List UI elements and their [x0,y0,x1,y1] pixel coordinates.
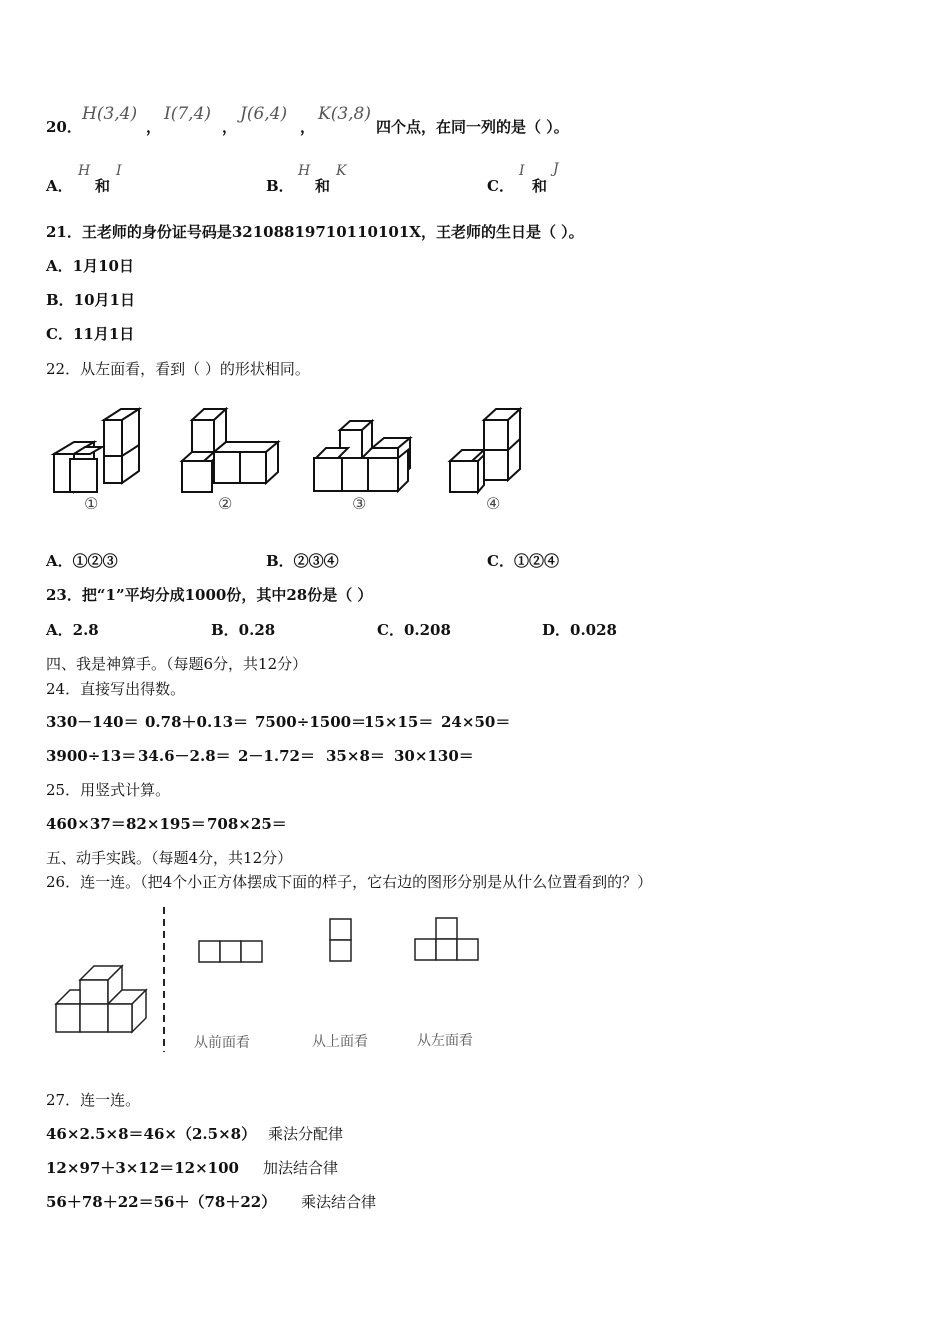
q26-text: 26．连一连。（把4个小正方体摆成下面的样子，它右边的图形分别是从什么位置看到的？） [46,873,653,891]
point-i: I(7,4) [164,104,212,124]
q23-option-c: C．0.208 [377,621,451,639]
q20-option-c-second: J [553,161,559,177]
caption-front-view: 从前面看 [194,1035,250,1051]
q20-sep-1: ， [146,118,162,136]
q23-text: 23．把“1”平均分成1000份，其中28份是（ ） [46,586,373,604]
cube-figure-3 [312,418,417,496]
cube-figure-4 [446,405,526,495]
q25-item2: 82×195＝ [126,815,206,833]
view-left-shape [414,917,482,963]
q21-option-a: A．1月10日 [46,257,134,275]
q20-sep-2: ， [222,118,238,136]
q20-number: 20． [46,118,82,136]
q20-option-b-label: B． [266,177,294,195]
q23-option-b: B．0.28 [211,621,276,639]
q27-law-1: 乘法分配律 [268,1125,344,1143]
point-k: K(3,8) [318,104,372,124]
q25-item1: 460×37＝ [46,815,126,833]
q27-law-2: 加法结合律 [263,1159,339,1177]
section-5-heading: 五、动手实践。（每题4分，共12分） [46,849,293,867]
q22-option-b: B．②③④ [266,552,339,570]
q20-option-b-second: K [336,163,347,179]
q22-option-a: A．①②③ [46,552,118,570]
dashed-divider [160,907,168,1052]
q20-option-a-second: I [116,163,122,179]
q27-expr-3: 56＋78＋22＝56＋（78＋22） [46,1193,277,1211]
q20-option-c-first: I [519,163,525,179]
q24-row1-item1: 330－140＝ [46,713,139,731]
view-top-shape [329,918,353,964]
figure-label-3: ③ [352,494,367,513]
cube-figure-1 [50,405,145,495]
q20-option-a-first: H [78,163,91,179]
q24-row2-item3: 2－1.72＝ [238,747,315,765]
q20-option-c-and: 和 [532,177,548,195]
q21-text: 21．王老师的身份证号码是32108819710110101X，王老师的生日是（ ）。 [46,223,584,241]
cube-figure-2 [178,405,283,495]
q20-option-b-first: H [298,163,311,179]
section-4-heading: 四、我是神算手。（每题6分，共12分） [46,655,308,673]
q27-expr-1: 46×2.5×8＝46×（2.5×8） [46,1125,257,1143]
q22-option-c: C．①②④ [487,552,559,570]
q20-sep-3: ， [300,118,316,136]
q24-row1-item4: 15×15＝ [364,713,434,731]
view-front-shape [198,940,266,964]
figure-label-4: ④ [486,494,501,513]
q25-text: 25．用竖式计算。 [46,781,171,799]
q23-option-d: D．0.028 [542,621,617,639]
q22-text: 22．从左面看，看到（ ）的形状相同。 [46,360,310,378]
q25-item3: 708×25＝ [207,815,287,833]
q21-option-b: B．10月1日 [46,291,135,309]
q20-tail: 四个点，在同一列的是（ ）。 [376,118,569,136]
q24-row1-item5: 24×50＝ [441,713,511,731]
figure-label-2: ② [218,494,233,513]
q24-row1-item2: 0.78＋0.13＝ [145,713,249,731]
q24-row2-item1: 3900÷13＝ [46,747,137,765]
q21-option-c: C．11月1日 [46,325,135,343]
figure-label-1: ① [84,494,99,513]
q27-text: 27．连一连。 [46,1091,141,1109]
point-h: H(3,4) [82,104,138,124]
q24-row2-item2: 34.6－2.8＝ [138,747,231,765]
q20-option-c-label: C． [487,177,514,195]
q27-law-3: 乘法结合律 [301,1193,377,1211]
q26-cube-figure [52,962,152,1034]
point-j: J(6,4) [240,104,288,124]
q20-option-a-and: 和 [95,177,111,195]
q20-option-b-and: 和 [315,177,331,195]
q24-row1-item3: 7500÷1500＝ [255,713,367,731]
q24-row2-item5: 30×130＝ [394,747,474,765]
q27-expr-2: 12×97＋3×12＝12×100 [46,1159,239,1177]
q24-text: 24．直接写出得数。 [46,680,186,698]
caption-top-view: 从上面看 [312,1034,368,1050]
caption-left-view: 从左面看 [417,1033,473,1049]
q23-option-a: A．2.8 [46,621,99,639]
q24-row2-item4: 35×8＝ [326,747,385,765]
q20-option-a-label: A． [46,177,73,195]
